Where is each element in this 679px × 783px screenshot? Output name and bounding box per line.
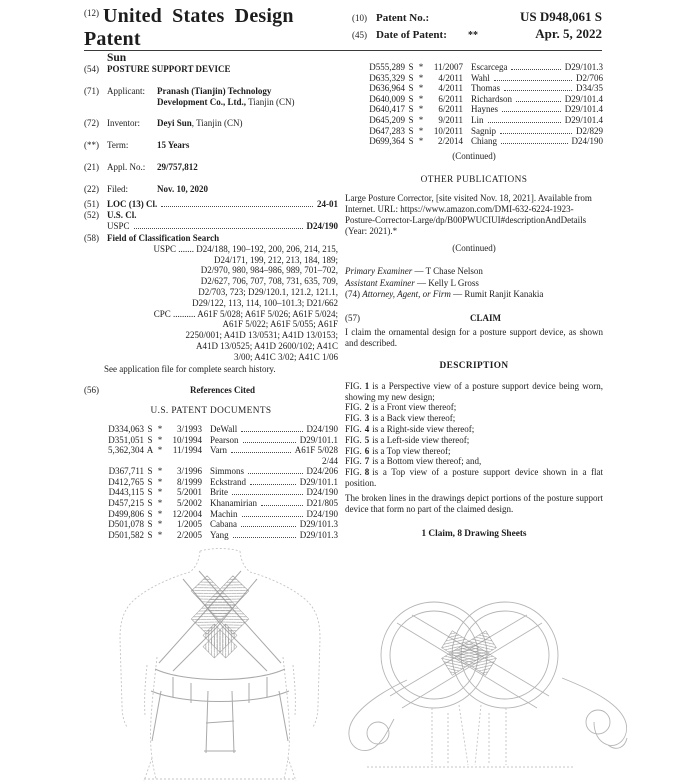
table-row	[345, 136, 603, 147]
loc-class-value: 24-01	[317, 198, 338, 209]
kind-code-cell: S	[408, 93, 414, 104]
classification-line: USPC ....... D24/188, 190–192, 200, 206, 214, 215,	[153, 243, 338, 254]
patent-number-cell: D501,582	[108, 529, 144, 540]
dot-leader	[502, 111, 561, 112]
uspc-class-row	[84, 221, 338, 232]
kind-code-cell: S	[408, 136, 414, 147]
kind-code-cell: S	[147, 466, 153, 477]
figure-description-line	[345, 381, 603, 403]
dot-leader	[250, 484, 296, 485]
field-72-inventor	[84, 118, 338, 129]
fig-number: 1	[364, 380, 370, 391]
kind-code-cell: S	[408, 125, 414, 136]
figure-worn-drawing	[95, 545, 345, 783]
inventor-cell: Wahl	[471, 72, 490, 83]
dot-leader	[516, 101, 561, 102]
publication-line: Large Posture Corrector, [site visited Nov. 18, 2021]. Available from	[345, 193, 592, 204]
patent-number-cell: D636,964	[369, 83, 405, 94]
left-column	[84, 64, 338, 540]
inventor-cell: Eckstrand	[210, 476, 246, 487]
kind-code-cell: S	[147, 434, 153, 445]
citation-marker: *	[418, 93, 424, 104]
fig-number: 2	[364, 402, 370, 413]
filed-date: Nov. 10, 2020	[157, 183, 209, 194]
classification-line: 2250/001; A41D 13/0531; A41D 13/0153;	[185, 330, 338, 341]
figure-description-line	[345, 435, 603, 446]
field-number-10: (10)	[352, 13, 367, 23]
claim-text: I claim the ornamental design for a posture support device, as shown and described.	[345, 327, 603, 349]
patent-number-cell: 5,362,304	[108, 445, 144, 456]
citation-marker: *	[157, 498, 163, 509]
citation-marker: *	[418, 114, 424, 125]
classification-continuation: 2/44	[321, 455, 338, 466]
us-patent-table-b	[84, 466, 338, 540]
us-patent-documents-title: U.S. PATENT DOCUMENTS	[150, 406, 272, 417]
table-row	[345, 115, 603, 126]
classification-cell: D21/805	[306, 498, 338, 509]
fig-number: 5	[364, 434, 370, 445]
inventor-cell: Escarcega	[471, 62, 508, 72]
fig-view-text: is a Bottom view thereof; and,	[372, 456, 482, 467]
patent-header-left	[84, 5, 349, 64]
table-row	[84, 530, 338, 541]
fig-view-text: is a Right-side view thereof;	[372, 424, 475, 435]
term-label: Term:	[107, 140, 129, 151]
citation-marker: *	[418, 83, 424, 94]
field-term	[84, 140, 338, 151]
publication-line: Internet. URL: https://www.amazon.com/DMI-632-6224-1923-	[345, 204, 574, 215]
kind-code-cell: S	[408, 83, 414, 94]
inventor-cell: Cabana	[210, 519, 237, 530]
classification-cell: D2/706	[576, 72, 603, 83]
table-row	[345, 73, 603, 84]
dot-leader	[488, 122, 561, 123]
inventor-location: , Tianjin (CN)	[191, 118, 243, 129]
date-cell: 3/1993	[176, 423, 202, 434]
fig-view-text: is a Top view of a posture support device shown in a flat position.	[345, 467, 603, 488]
citation-marker: *	[157, 529, 163, 540]
classification-cell: D29/101.4	[564, 114, 603, 125]
date-cell: 9/2011	[438, 114, 463, 125]
citation-marker: *	[157, 434, 163, 445]
fig-view-text: is a Perspective view of a posture support device being worn, showing my new design;	[345, 380, 603, 402]
applicant-location: Tianjin (CN)	[246, 96, 295, 107]
inventor-cell: Sagnip	[471, 125, 497, 136]
patent-number-cell: D351,051	[108, 434, 144, 445]
fig-number: 4	[364, 424, 370, 435]
kind-code-cell: S	[147, 498, 153, 509]
description-title: DESCRIPTION	[439, 361, 509, 372]
classification-cell: D29/101.3	[564, 62, 603, 72]
fig-view-text: is a Top view thereof;	[372, 445, 451, 456]
figure-description-line	[345, 446, 603, 457]
inventor-name: Deyi Sun	[157, 118, 192, 129]
table-row	[345, 83, 603, 94]
patent-number: US D948,061 S	[520, 9, 602, 24]
patent-number-cell: D334,063	[108, 423, 144, 434]
fig-view-text: is a Left-side view thereof;	[372, 434, 470, 445]
date-cell: 6/2011	[438, 93, 463, 104]
inventor-surname: Sun	[107, 52, 127, 64]
uspc-label: USPC	[107, 221, 130, 232]
patent-number-cell: D699,364	[369, 136, 405, 147]
date-cell: 8/1999	[176, 476, 202, 487]
patent-number-cell: D412,765	[108, 476, 144, 487]
kind-code-cell: S	[147, 476, 153, 487]
field-52-us-cl	[84, 210, 338, 221]
claim-title: CLAIM	[470, 312, 501, 323]
citation-marker: *	[157, 508, 163, 519]
publication-lines	[345, 193, 603, 237]
dot-leader	[248, 473, 302, 474]
figure-flat-drawing	[337, 583, 637, 783]
dot-leader	[231, 452, 291, 453]
classification-line: 3/00; A41C 3/02; A41C 1/06	[233, 351, 338, 362]
dot-leader	[233, 537, 296, 538]
field-58-search	[84, 233, 338, 244]
other-publications-title: OTHER PUBLICATIONS	[420, 174, 528, 185]
field-number: (52)	[84, 210, 99, 221]
patent-no-label: Patent No.:	[376, 12, 430, 24]
classification-line: A41D 13/0525; A41D 2600/102; A41C	[195, 340, 338, 351]
fig-label: FIG.	[345, 434, 362, 445]
classification-cell: D24/190	[306, 508, 338, 519]
applicant-name-line1: Pranash (Tianjin) Technology	[157, 85, 272, 96]
figure-description-line	[345, 456, 603, 467]
field-number-74: (74)	[345, 289, 360, 300]
citation-marker: *	[157, 445, 163, 456]
fig-number: 3	[364, 413, 370, 424]
fig-label: FIG.	[345, 445, 362, 456]
kind-code-cell: A	[146, 445, 154, 456]
classification-line: D2/703, 723; D29/120.1, 121.2, 121.1,	[198, 286, 338, 297]
inventor-cell: Pearson	[210, 434, 239, 445]
spacer	[84, 221, 107, 232]
inventor-cell: Richardson	[471, 93, 512, 104]
attorney-label: Attorney, Agent, or Firm	[362, 289, 451, 300]
field-number-45: (45)	[352, 30, 367, 40]
patent-number-cell: D499,806	[108, 508, 144, 519]
citation-marker: *	[157, 519, 163, 530]
classification-cell: D29/101.3	[299, 529, 338, 540]
fig-number: 6	[364, 445, 370, 456]
table-row	[84, 519, 338, 530]
claim-heading	[345, 313, 603, 324]
field-22-filed	[84, 184, 338, 195]
inventor-cell: Varn	[210, 445, 227, 456]
primary-examiner-label: Primary Examiner	[345, 266, 413, 277]
publications-continued-note: (Continued)	[452, 243, 496, 254]
inventor-cell: Khanamirian	[210, 498, 257, 509]
dot-leader	[504, 90, 572, 91]
date-cell: 1/2005	[176, 519, 202, 530]
field-number: (22)	[84, 183, 99, 194]
inventor-cell: Lin	[471, 114, 484, 125]
claim-sheets-summary: 1 Claim, 8 Drawing Sheets	[421, 529, 527, 540]
date-cell: 10/2011	[433, 125, 463, 136]
kind-code-cell: S	[147, 423, 153, 434]
table-row	[345, 104, 603, 115]
citation-marker: *	[418, 62, 424, 72]
patent-number-cell: D640,417	[369, 104, 405, 115]
patent-number-cell: D640,009	[369, 93, 405, 104]
table-row	[84, 487, 338, 498]
field-71-applicant	[84, 86, 338, 108]
inventor-cell: Chiang	[471, 136, 497, 147]
field-of-search-label: Field of Classification Search	[107, 232, 220, 243]
field-number: (71)	[84, 85, 99, 96]
applicant-label: Applicant:	[107, 85, 145, 96]
dot-leader	[241, 431, 302, 432]
patent-number-cell: D635,329	[369, 72, 405, 83]
applicant-name-line2: Development Co., Ltd.,	[157, 96, 246, 107]
kind-code-cell: S	[408, 114, 414, 125]
kind-code-cell: S	[408, 62, 414, 72]
classification-cell: D24/190	[306, 487, 338, 498]
inventor-cell: Haynes	[471, 104, 498, 115]
table-row	[345, 62, 603, 73]
assistant-examiner-label: Assistant Examiner	[345, 277, 415, 288]
primary-examiner-name: — T Chase Nelson	[412, 266, 483, 277]
broken-lines-note: The broken lines in the drawings depict portions of the posture support device that form no part of the claimed design.	[345, 492, 603, 514]
patent-number-cell: D555,289	[369, 62, 405, 72]
classification-cell: D29/101.1	[299, 434, 338, 445]
field-number: (58)	[84, 232, 99, 243]
dot-leader	[242, 516, 303, 517]
references-cited-heading	[84, 385, 338, 396]
date-cell: 10/1994	[172, 434, 202, 445]
classification-line: D2/627, 706, 707, 708, 731, 635, 709,	[200, 276, 338, 287]
classification-cell: D29/101.4	[564, 93, 603, 104]
kind-code-cell: S	[147, 519, 153, 530]
filed-label: Filed:	[107, 183, 129, 194]
assistant-examiner-name: — Kelly L Gross	[414, 277, 479, 288]
fig-label: FIG.	[345, 413, 362, 424]
classification-cell: D24/206	[306, 466, 338, 477]
date-cell: 5/2002	[176, 498, 202, 509]
fig-view-text: is a Back view thereof;	[372, 413, 456, 424]
right-column	[345, 62, 603, 540]
table-row	[84, 498, 338, 509]
kind-code-cell: S	[147, 529, 153, 540]
invention-title: POSTURE SUPPORT DEVICE	[107, 64, 231, 74]
attorney-line	[345, 289, 603, 301]
primary-examiner-line	[345, 266, 603, 278]
classification-line: D2/970, 980, 984–986, 989, 701–702,	[200, 265, 338, 276]
figure-description-list	[345, 381, 603, 489]
references-cited-title: References Cited	[189, 385, 256, 396]
citation-marker: *	[157, 487, 163, 498]
dot-leader	[232, 494, 303, 495]
dot-leader	[161, 206, 313, 207]
inventor-cell: Thomas	[471, 83, 500, 94]
citation-marker: *	[157, 466, 163, 477]
attorney-name: — Rumit Ranjit Kanakia	[450, 289, 544, 300]
appl-no-label: Appl. No.:	[107, 161, 146, 172]
field-number: (51)	[84, 198, 99, 209]
fig-label: FIG.	[345, 424, 362, 435]
classification-line: D29/122, 113, 114, 100–101.3; D21/662	[192, 297, 338, 308]
table-row	[84, 466, 338, 477]
uspc-search-lines	[84, 244, 338, 309]
classification-cell: D29/101.1	[299, 476, 338, 487]
classification-cell: D2/829	[576, 125, 603, 136]
inventor-cell: Simmons	[210, 466, 245, 477]
fig-label: FIG.	[345, 380, 362, 391]
field-21-appl-no	[84, 162, 338, 173]
us-patent-table-a	[84, 424, 338, 456]
applicant-value	[157, 86, 338, 108]
fig-view-text: is a Front view thereof;	[372, 402, 457, 413]
classification-line: D24/171, 199, 212, 213, 184, 189;	[213, 254, 338, 265]
cpc-search-lines	[84, 309, 338, 363]
dot-leader	[261, 505, 303, 506]
field-number: (54)	[84, 64, 99, 74]
patent-number-cell: D457,215	[108, 498, 144, 509]
posture-device-flat-sketch	[337, 583, 637, 783]
dot-leader	[134, 228, 303, 229]
search-history-note: See application file for complete search history.	[104, 363, 276, 374]
date-cell: 2/2014	[437, 136, 463, 147]
dot-leader	[241, 526, 296, 527]
patent-number-cell: D367,711	[108, 466, 144, 477]
citation-marker: *	[157, 476, 163, 487]
inventor-cell: DeWall	[210, 423, 238, 434]
figure-description-line	[345, 413, 603, 424]
publication-line: (Year: 2021).*	[345, 226, 398, 237]
term-value: 15 Years	[157, 140, 190, 151]
us-cl-label: U.S. Cl.	[107, 210, 137, 221]
uspc-value: D24/190	[306, 221, 338, 232]
patent-number-cell: D645,209	[369, 114, 405, 125]
citation-marker: *	[418, 72, 424, 83]
classification-cell: A61F 5/028	[294, 445, 338, 456]
figure-description-line	[345, 424, 603, 435]
inventor-cell: Brite	[210, 487, 228, 498]
publication-line: Posture-Corrector-Large/dp/B00PWUCIUI#descriptionAndDetails	[345, 215, 587, 226]
citation-marker: *	[157, 423, 163, 434]
date-cell: 4/2011	[438, 83, 463, 94]
dot-leader	[494, 80, 572, 81]
date-cell: 12/2004	[172, 508, 202, 519]
kind-code-cell: S	[408, 72, 414, 83]
figure-description-line	[345, 467, 603, 489]
field-number: (21)	[84, 161, 99, 172]
dot-leader	[500, 133, 572, 134]
classification-line: CPC .......... A61F 5/028; A61F 5/026; A61F 5/024;	[153, 308, 338, 319]
fig-number: 8	[364, 467, 370, 478]
date-cell: 2/2005	[176, 529, 202, 540]
fig-label: FIG.	[345, 402, 362, 413]
date-cell: 11/1994	[172, 445, 202, 456]
inventor-cell: Machin	[210, 508, 238, 519]
appl-no-value: 29/757,812	[157, 161, 198, 172]
fig-label: FIG.	[345, 467, 362, 478]
classification-cell: D29/101.4	[564, 104, 603, 115]
field-number: (57)	[345, 312, 360, 323]
patent-number-cell: D647,283	[369, 125, 405, 136]
table-row	[84, 435, 338, 446]
citation-marker: *	[418, 125, 424, 136]
figure-description-line	[345, 402, 603, 413]
field-54-title	[84, 64, 338, 75]
field-number: (56)	[84, 385, 99, 396]
table-row	[84, 424, 338, 435]
patent-number-cell: D443,115	[108, 487, 144, 498]
dot-leader	[243, 442, 296, 443]
table-continued-note: (Continued)	[452, 150, 496, 161]
dot-leader	[511, 69, 560, 70]
inventor-cell: Yang	[210, 529, 229, 540]
patent-header-right	[352, 9, 602, 43]
classification-line: A61F 5/022; A61F 5/055; A61F	[222, 319, 338, 330]
field-51-loc	[84, 199, 338, 210]
classification-cell: D24/190	[571, 136, 603, 147]
patent-number-cell: D501,078	[108, 519, 144, 530]
table-row	[84, 477, 338, 488]
dot-leader	[501, 143, 568, 144]
table-row	[345, 94, 603, 105]
kind-code-cell: S	[147, 487, 153, 498]
us-patent-table-right	[345, 62, 603, 147]
date-cell: 5/2001	[176, 487, 202, 498]
kind-code-cell: S	[147, 508, 153, 519]
classification-cell: D24/190	[306, 423, 338, 434]
inventor-label: Inventor:	[107, 118, 140, 129]
header-divider	[84, 50, 602, 51]
fig-label: FIG.	[345, 456, 362, 467]
date-cell: 4/2011	[438, 72, 463, 83]
kind-code-number: (12)	[84, 8, 99, 18]
term-extension-marker: **	[468, 30, 478, 41]
page-title: United States Design Patent	[84, 5, 294, 50]
table-row	[84, 445, 338, 456]
classification-cell: D34/35	[576, 83, 603, 94]
classification-cell: D29/101.3	[299, 519, 338, 530]
field-number: (**)	[84, 140, 99, 151]
field-number: (72)	[84, 118, 99, 129]
table-row	[345, 126, 603, 137]
table-row	[84, 509, 338, 520]
date-cell: 6/2011	[438, 104, 463, 115]
fig-number: 7	[364, 456, 370, 467]
date-of-patent-label: Date of Patent:	[376, 29, 447, 41]
date-cell: 3/1996	[176, 466, 202, 477]
loc-class-label: LOC (13) Cl.	[107, 198, 158, 209]
patent-date: Apr. 5, 2022	[535, 26, 602, 41]
citation-marker: *	[418, 136, 424, 147]
kind-code-cell: S	[408, 104, 414, 115]
assistant-examiner-line	[345, 278, 603, 290]
date-cell: 11/2007	[433, 62, 463, 72]
citation-marker: *	[418, 104, 424, 115]
posture-device-worn-sketch	[95, 545, 345, 783]
